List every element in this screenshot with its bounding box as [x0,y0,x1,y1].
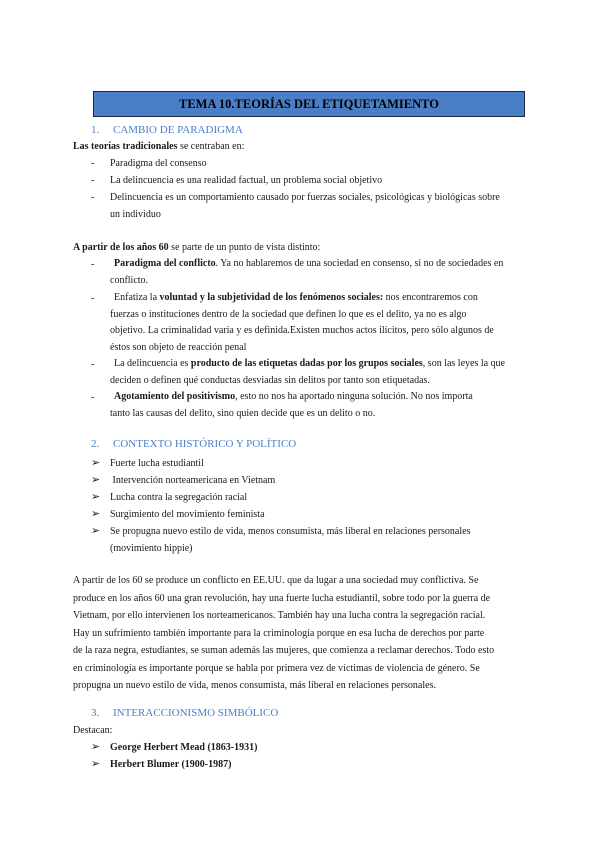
list-item: Paradigma del conflicto. Ya no hablaremos de una sociedad en consenso, si no de sociedades en conflicto. [110,256,530,289]
document-title [93,91,525,117]
arrow-bullet-icon: ➢ [91,508,101,520]
intro-rest: se centraban en: [177,141,245,152]
arrow-bullet-icon: ➢ [91,758,101,770]
section-3-number: 3. [91,707,100,719]
paragraph-line: de la raza negra, estudiantes, se suman además las mujeres, que comienza a reclamar derechos. Todo esto [73,645,495,656]
section-1-heading [91,122,243,139]
list-item: Delincuencia es un comportamiento causado por fuerzas sociales, psicológicas y biológicas sobre [110,192,500,203]
list-item-continuation: deciden o definen qué conductas desviadas sin delitos por tanto son etiquetadas. [110,374,430,386]
section-2-heading [91,436,296,453]
dash-bullet: - [91,392,95,403]
list-item: George Herbert Mead (1863-1931) [110,742,258,753]
section-3-heading [91,705,278,722]
list-item-continuation: tanto las causas del delito, sino quien decide que es un delito o no. [110,407,376,419]
paragraph-line: propugna un nuevo estilo de vida, menos consumista, más liberal en relaciones personales. [73,680,436,691]
arrow-bullet-icon: ➢ [91,491,101,503]
list-item: Lucha contra la segregación racial [110,492,248,503]
list-item-continuation: (movimiento hippie) [110,543,193,554]
conflict-intro [73,239,320,256]
dash-bullet: - [91,175,95,186]
list-item: La delincuencia es producto de las etiquetas dadas por los grupos sociales, son las leyes la que deciden o definen qué conductas desviadas sin delitos por tanto son etiquetadas. [110,356,530,389]
section-3-intro: Destacan: [73,725,113,736]
list-item: Herbert Blumer (1900-1987) [110,759,232,770]
list-item: La delincuencia es una realidad factual, un problema social objetivo [110,175,383,186]
list-item-continuation: objetivo. La criminalidad varía y es definida.Existen muchos actos ilícitos, pero sólo algunos de [110,325,494,336]
paragraph-line: produce en los años 60 una gran revolución, hay una fuerte lucha estudiantil, sobre todo por la guerra de [73,592,491,604]
list-item-continuation: un individuo [110,209,161,220]
section-3-title: INTERACCIONISMO SIMBÓLICO [113,707,279,719]
arrow-bullet-icon: ➢ [91,741,101,753]
list-item: Intervención norteamericana en Vietnam [110,475,276,486]
section-2-number: 2. [91,438,100,450]
arrow-bullet-icon: ➢ [91,525,101,537]
paragraph-line: A partir de los 60 se produce un conflicto en EE.UU. que da lugar a una sociedad muy conflictiva. Se [73,575,479,586]
document-title-text: TEMA 10.TEORÍAS DEL ETIQUETAMIENTO [178,96,440,111]
list-item: Paradigma del consenso [110,158,207,169]
section-1-intro [73,138,244,155]
arrow-bullet-icon: ➢ [91,474,101,486]
list-item: Se propugna nuevo estilo de vida, menos consumista, más liberal en relaciones personales [110,526,471,537]
list-item: Agotamiento del positivismo, esto no nos ha aportado ninguna solución. No nos importa tanto las causas del delito, sino quien decide que es un delito o no. [110,389,530,422]
list-item-continuation: fuerzas o instituciones dentro de la sociedad que definen lo que es el delito, ya no es algo [110,308,467,320]
list-item: Fuerte lucha estudiantil [110,458,204,469]
dash-bullet: - [91,293,95,304]
context-paragraph [73,572,533,695]
bold-term: producto de las etiquetas dadas por los grupos sociales [190,358,423,369]
conflict-intro-rest: se parte de un punto de vista distinto: [168,242,321,253]
paragraph-line: en criminología es importante porque se habla por primera vez de víctimas de violencia de género. Se [73,662,480,674]
dash-bullet: - [91,158,95,169]
list-item: Enfatiza la voluntad y la subjetividad de los fenómenos sociales: nos encontraremos con fuerzas o instituciones dentro de la sociedad que definen lo que es el delito, ya no es algo objetivo. La criminalidad varía y es definida.Existen muchos actos ilícitos, pero sólo algunos de éstos son objeto de reacción penal [110,290,530,356]
section-2-title: CONTEXTO HISTÓRICO Y POLÍTICO [113,438,297,450]
list-item: Surgimiento del movimiento feminista [110,509,265,520]
list-item-continuation: conflicto. [110,274,149,286]
arrow-bullet-icon: ➢ [91,457,101,469]
list-item-continuation: éstos son objeto de reacción penal [110,341,247,353]
dash-bullet: - [91,359,95,370]
conflict-intro-bold: A partir de los años 60 [73,242,169,253]
bold-term: voluntad y la subjetividad de los fenómenos sociales: [159,292,384,303]
bold-term: Paradigma del conflicto [114,258,216,269]
section-1-title: CAMBIO DE PARADIGMA [113,124,243,136]
bold-term: Agotamiento del positivismo [114,391,236,402]
dash-bullet: - [91,192,95,203]
paragraph-line: Hay un sufrimiento también importante para la criminología porque en esa lucha de derechos por parte [73,627,485,639]
paragraph-line: Vietnam, por ello intervienen los norteamericanos. También hay una lucha contra la segregación racial. [73,610,486,621]
dash-bullet: - [91,259,95,270]
section-1-number: 1. [91,124,100,136]
intro-bold: Las teorías tradicionales [73,141,178,152]
